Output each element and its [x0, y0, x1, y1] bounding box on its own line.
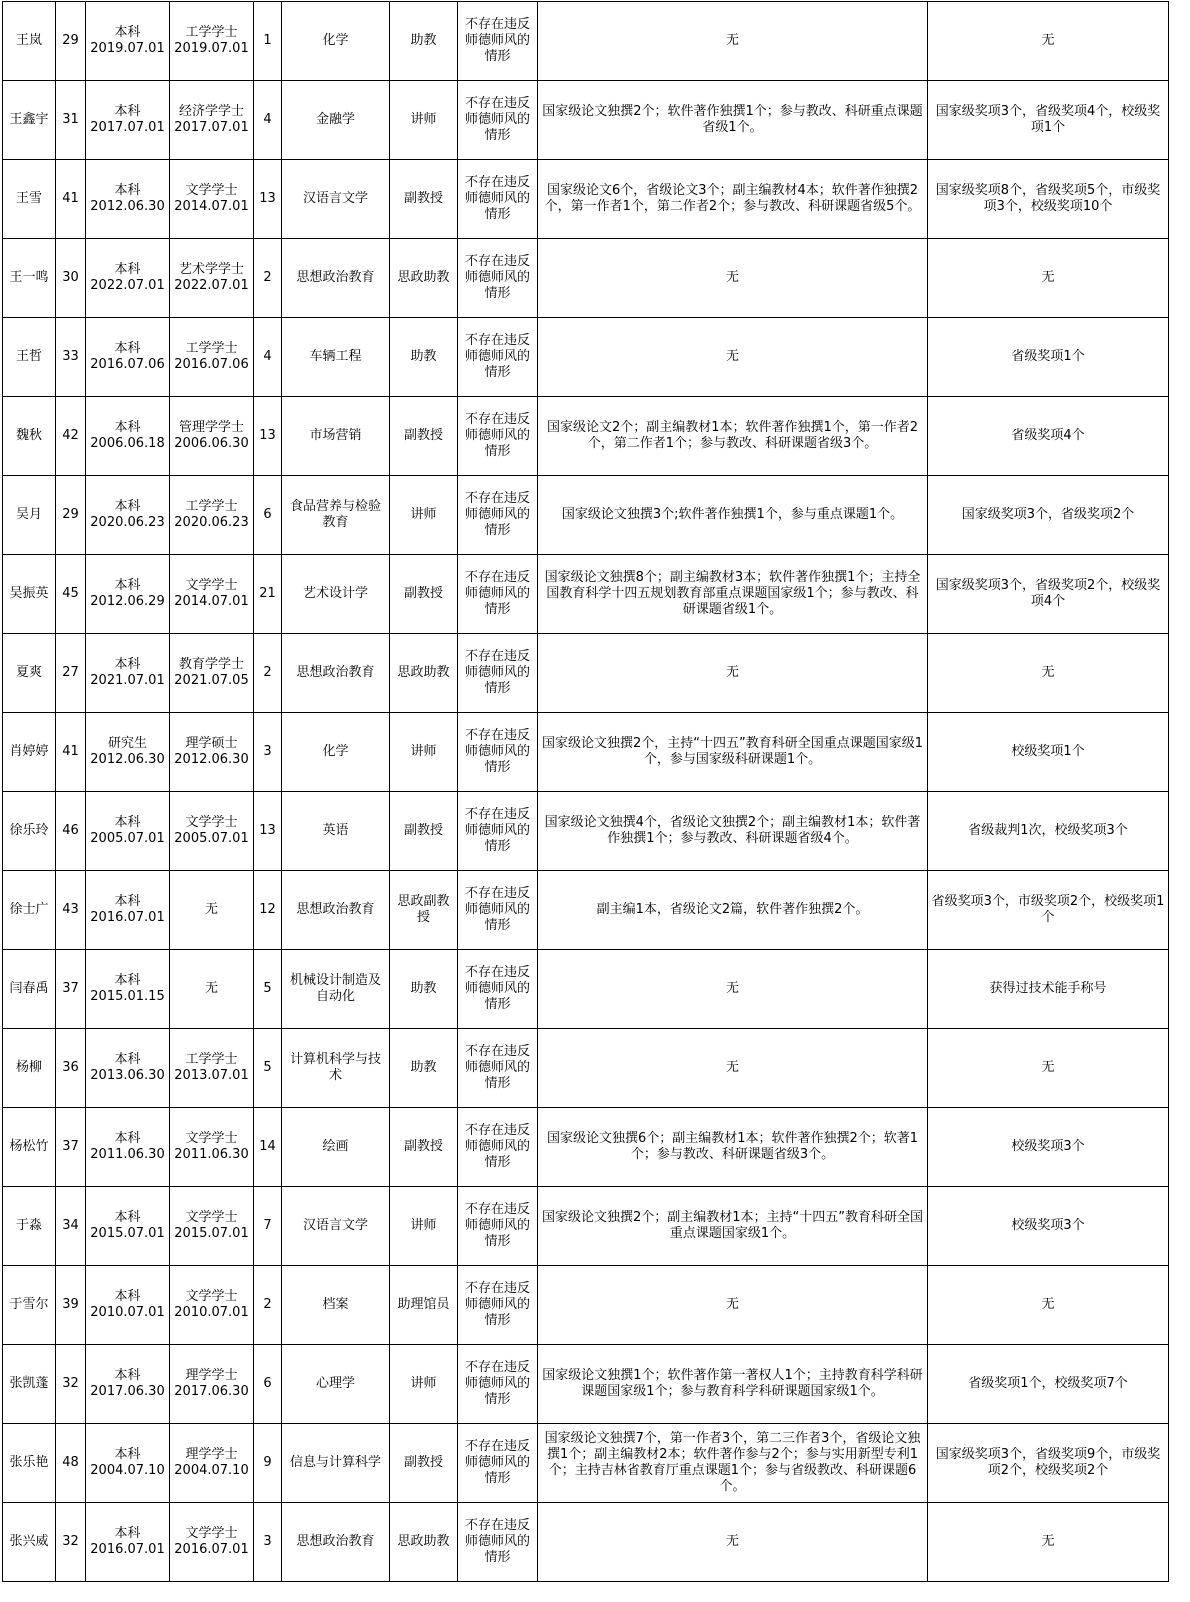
major-cell: 市场营销: [282, 397, 390, 476]
ethics-status-cell: 不存在违反师德师风的情形: [458, 397, 538, 476]
awards-cell: 国家级奖项3个，省级奖项4个，校级奖项1个: [928, 81, 1169, 160]
degree-cell: [170, 2, 254, 81]
graduation-date: 2021.07.01: [90, 673, 165, 688]
teacher-name-cell: 王一鸣: [3, 239, 56, 318]
teaching-years-cell: 12: [254, 871, 282, 950]
job-title-cell: 副教授: [390, 555, 458, 634]
degree-date: 2012.06.30: [174, 752, 249, 767]
ethics-status-cell: 不存在违反师德师风的情形: [458, 1266, 538, 1345]
degree-name: 工学学士: [185, 25, 238, 40]
awards-cell: 省级奖项4个: [928, 397, 1169, 476]
teaching-years-cell: 13: [254, 160, 282, 239]
degree-date: 2014.07.01: [174, 594, 249, 609]
faculty-table: [2, 1, 1169, 1582]
major-cell: 车辆工程: [282, 318, 390, 397]
teaching-years-cell: 13: [254, 397, 282, 476]
major-cell: 档案: [282, 1266, 390, 1345]
job-title-cell: 思政助教: [390, 239, 458, 318]
major-cell: 化学: [282, 2, 390, 81]
awards-cell: 省级奖项1个: [928, 318, 1169, 397]
table-row: [3, 1424, 1169, 1503]
job-title-cell: 思政助教: [390, 1503, 458, 1582]
degree-cell: [170, 713, 254, 792]
ethics-status-cell: 不存在违反师德师风的情形: [458, 555, 538, 634]
education-cell: [86, 160, 170, 239]
job-title-cell: 讲师: [390, 1345, 458, 1424]
education-cell: [86, 1266, 170, 1345]
teacher-name-cell: 张乐艳: [3, 1424, 56, 1503]
table-row: [3, 2, 1169, 81]
degree-cell: [170, 634, 254, 713]
age-cell: 41: [56, 160, 86, 239]
degree-name: 无: [204, 902, 218, 917]
awards-cell: 校级奖项3个: [928, 1108, 1169, 1187]
degree-cell: [170, 555, 254, 634]
awards-cell: 无: [928, 634, 1169, 713]
major-cell: 计算机科学与技术: [282, 1029, 390, 1108]
table-row: [3, 1108, 1169, 1187]
graduation-date: 2016.07.06: [90, 357, 165, 372]
education-level: 本科: [114, 262, 141, 277]
teacher-name-cell: 闫春禹: [3, 950, 56, 1029]
teacher-name-cell: 夏爽: [3, 634, 56, 713]
job-title-cell: 讲师: [390, 713, 458, 792]
age-cell: 29: [56, 476, 86, 555]
job-title-cell: 副教授: [390, 1108, 458, 1187]
ethics-status-cell: 不存在违反师德师风的情形: [458, 1503, 538, 1582]
education-cell: [86, 634, 170, 713]
job-title-cell: 助教: [390, 1029, 458, 1108]
graduation-date: 2016.07.01: [90, 1542, 165, 1557]
teacher-name-cell: 张兴威: [3, 1503, 56, 1582]
job-title-cell: 副教授: [390, 1424, 458, 1503]
ethics-status-cell: 不存在违反师德师风的情形: [458, 2, 538, 81]
education-cell: [86, 950, 170, 1029]
graduation-date: 2013.06.30: [90, 1068, 165, 1083]
awards-cell: 无: [928, 239, 1169, 318]
table-row: [3, 81, 1169, 160]
degree-cell: [170, 1424, 254, 1503]
degree-cell: [170, 792, 254, 871]
age-cell: 36: [56, 1029, 86, 1108]
teaching-years-cell: 6: [254, 476, 282, 555]
teaching-years-cell: 14: [254, 1108, 282, 1187]
ethics-status-cell: 不存在违反师德师风的情形: [458, 160, 538, 239]
table-row: [3, 160, 1169, 239]
teacher-name-cell: 吴月: [3, 476, 56, 555]
age-cell: 32: [56, 1503, 86, 1582]
major-cell: 信息与计算科学: [282, 1424, 390, 1503]
table-row: [3, 713, 1169, 792]
degree-cell: [170, 1266, 254, 1345]
major-cell: 化学: [282, 713, 390, 792]
teaching-years-cell: 2: [254, 634, 282, 713]
degree-name: 管理学学士: [178, 420, 244, 435]
table-row: [3, 950, 1169, 1029]
degree-cell: [170, 1503, 254, 1582]
teaching-years-cell: 5: [254, 950, 282, 1029]
teacher-name-cell: 王鑫宇: [3, 81, 56, 160]
age-cell: 41: [56, 713, 86, 792]
teaching-years-cell: 2: [254, 239, 282, 318]
degree-date: 2016.07.06: [174, 357, 249, 372]
ethics-status-cell: 不存在违反师德师风的情形: [458, 713, 538, 792]
teacher-name-cell: 王岚: [3, 2, 56, 81]
major-cell: 思想政治教育: [282, 239, 390, 318]
degree-date: 2010.07.01: [174, 1305, 249, 1320]
table-row: [3, 1029, 1169, 1108]
major-cell: 心理学: [282, 1345, 390, 1424]
education-level: 本科: [114, 104, 141, 119]
research-achievements-cell: 国家级论文独撰7个，第一作者3个，第二三作者3个，省级论文独撰1个；副主编教材2本；软件著作参与2个；参与实用新型专利1个；主持吉林省教育厅重点课题1个；参与省级教改、科研课题6个。: [538, 1424, 928, 1503]
degree-date: 2020.06.23: [174, 515, 249, 530]
age-cell: 27: [56, 634, 86, 713]
degree-name: 文学学士: [185, 1210, 238, 1225]
education-cell: [86, 1029, 170, 1108]
graduation-date: 2004.07.10: [90, 1463, 165, 1478]
table-row: [3, 871, 1169, 950]
degree-date: 2014.07.01: [174, 199, 249, 214]
ethics-status-cell: 不存在违反师德师风的情形: [458, 1108, 538, 1187]
ethics-status-cell: 不存在违反师德师风的情形: [458, 318, 538, 397]
age-cell: 30: [56, 239, 86, 318]
job-title-cell: 副教授: [390, 160, 458, 239]
awards-cell: 国家级奖项3个，省级奖项2个: [928, 476, 1169, 555]
education-level: 本科: [114, 1368, 141, 1383]
teacher-name-cell: 于雪尔: [3, 1266, 56, 1345]
job-title-cell: 副教授: [390, 792, 458, 871]
degree-cell: [170, 1029, 254, 1108]
degree-cell: [170, 476, 254, 555]
education-cell: [86, 1345, 170, 1424]
degree-name: 文学学士: [185, 1289, 238, 1304]
table-row: [3, 555, 1169, 634]
education-level: 本科: [114, 183, 141, 198]
education-cell: [86, 713, 170, 792]
education-level: 研究生: [107, 736, 147, 751]
teacher-name-cell: 于淼: [3, 1187, 56, 1266]
research-achievements-cell: 无: [538, 318, 928, 397]
degree-cell: [170, 950, 254, 1029]
major-cell: 金融学: [282, 81, 390, 160]
education-cell: [86, 1424, 170, 1503]
teaching-years-cell: 1: [254, 2, 282, 81]
teacher-name-cell: 肖婷婷: [3, 713, 56, 792]
education-level: 本科: [114, 1447, 141, 1462]
degree-name: 文学学士: [185, 183, 238, 198]
degree-name: 教育学学士: [178, 657, 244, 672]
teacher-name-cell: 徐士广: [3, 871, 56, 950]
ethics-status-cell: 不存在违反师德师风的情形: [458, 792, 538, 871]
awards-cell: 国家级奖项8个，省级奖项5个，市级奖项3个，校级奖项10个: [928, 160, 1169, 239]
ethics-status-cell: 不存在违反师德师风的情形: [458, 476, 538, 555]
teaching-years-cell: 21: [254, 555, 282, 634]
education-level: 本科: [114, 973, 141, 988]
graduation-date: 2012.06.29: [90, 594, 165, 609]
graduation-date: 2015.07.01: [90, 1226, 165, 1241]
table-row: [3, 1266, 1169, 1345]
degree-name: 工学学士: [185, 499, 238, 514]
degree-cell: [170, 318, 254, 397]
graduation-date: 2017.06.30: [90, 1384, 165, 1399]
job-title-cell: 助教: [390, 318, 458, 397]
ethics-status-cell: 不存在违反师德师风的情形: [458, 81, 538, 160]
age-cell: 33: [56, 318, 86, 397]
age-cell: 31: [56, 81, 86, 160]
job-title-cell: 助教: [390, 950, 458, 1029]
job-title-cell: 讲师: [390, 1187, 458, 1266]
research-achievements-cell: 国家级论文2个；副主编教材1本；软件著作独撰1个，第一作者2个，第二作者1个；参与教改、科研课题省级3个。: [538, 397, 928, 476]
education-cell: [86, 239, 170, 318]
degree-cell: [170, 1345, 254, 1424]
research-achievements-cell: 国家级论文独撰8个；副主编教材3本；软件著作独撰1个；主持全国教育科学十四五规划教育部重点课题国家级1个；参与教改、科研课题省级1个。: [538, 555, 928, 634]
teaching-years-cell: 5: [254, 1029, 282, 1108]
research-achievements-cell: 无: [538, 634, 928, 713]
degree-name: 文学学士: [185, 1131, 238, 1146]
age-cell: 43: [56, 871, 86, 950]
research-achievements-cell: 国家级论文独撰2个，主持“十四五”教育科研全国重点课题国家级1个，参与国家级科研课题1个。: [538, 713, 928, 792]
major-cell: 艺术设计学: [282, 555, 390, 634]
major-cell: 食品营养与检验教育: [282, 476, 390, 555]
education-cell: [86, 476, 170, 555]
research-achievements-cell: 国家级论文独撰1个；软件著作第一著权人1个；主持教育科学科研课题国家级1个；参与教育科学科研课题国家级1个。: [538, 1345, 928, 1424]
ethics-status-cell: 不存在违反师德师风的情形: [458, 634, 538, 713]
teaching-years-cell: 4: [254, 81, 282, 160]
teaching-years-cell: 9: [254, 1424, 282, 1503]
research-achievements-cell: 国家级论文独撰2个；副主编教材1本；主持“十四五”教育科研全国重点课题国家级1个。: [538, 1187, 928, 1266]
table-row: [3, 397, 1169, 476]
graduation-date: 2010.07.01: [90, 1305, 165, 1320]
degree-date: 2004.07.10: [174, 1463, 249, 1478]
education-level: 本科: [114, 1052, 141, 1067]
teacher-name-cell: 张凯蓬: [3, 1345, 56, 1424]
awards-cell: 获得过技术能手称号: [928, 950, 1169, 1029]
degree-date: 2006.06.30: [174, 436, 249, 451]
research-achievements-cell: 无: [538, 2, 928, 81]
age-cell: 48: [56, 1424, 86, 1503]
degree-cell: [170, 397, 254, 476]
job-title-cell: 副教授: [390, 397, 458, 476]
degree-date: 2005.07.01: [174, 831, 249, 846]
graduation-date: 2020.06.23: [90, 515, 165, 530]
education-level: 本科: [114, 1210, 141, 1225]
awards-cell: 校级奖项3个: [928, 1187, 1169, 1266]
degree-cell: [170, 81, 254, 160]
ethics-status-cell: 不存在违反师德师风的情形: [458, 1029, 538, 1108]
awards-cell: 无: [928, 2, 1169, 81]
degree-name: 理学学士: [185, 1447, 238, 1462]
graduation-date: 2015.01.15: [90, 989, 165, 1004]
education-level: 本科: [114, 815, 141, 830]
research-achievements-cell: 无: [538, 950, 928, 1029]
ethics-status-cell: 不存在违反师德师风的情形: [458, 1187, 538, 1266]
table-row: [3, 792, 1169, 871]
major-cell: 英语: [282, 792, 390, 871]
awards-cell: 国家级奖项3个，省级奖项9个，市级奖项2个，校级奖项2个: [928, 1424, 1169, 1503]
job-title-cell: 讲师: [390, 476, 458, 555]
degree-name: 文学学士: [185, 578, 238, 593]
awards-cell: 省级奖项3个，市级奖项2个，校级奖项1个: [928, 871, 1169, 950]
table-row: [3, 1187, 1169, 1266]
degree-cell: [170, 239, 254, 318]
degree-date: 2022.07.01: [174, 278, 249, 293]
research-achievements-cell: 无: [538, 1266, 928, 1345]
teacher-name-cell: 杨松竹: [3, 1108, 56, 1187]
graduation-date: 2006.06.18: [90, 436, 165, 451]
education-level: 本科: [114, 1289, 141, 1304]
education-level: 本科: [114, 25, 141, 40]
ethics-status-cell: 不存在违反师德师风的情形: [458, 1424, 538, 1503]
teaching-years-cell: 13: [254, 792, 282, 871]
teacher-name-cell: 杨柳: [3, 1029, 56, 1108]
research-achievements-cell: 无: [538, 1503, 928, 1582]
education-cell: [86, 2, 170, 81]
degree-name: 理学学士: [185, 1368, 238, 1383]
education-cell: [86, 555, 170, 634]
degree-cell: [170, 871, 254, 950]
job-title-cell: 讲师: [390, 81, 458, 160]
awards-cell: 无: [928, 1029, 1169, 1108]
education-cell: [86, 792, 170, 871]
research-achievements-cell: 国家级论文独撰2个；软件著作独撰1个；参与教改、科研重点课题省级1个。: [538, 81, 928, 160]
graduation-date: 2019.07.01: [90, 41, 165, 56]
graduation-date: 2017.07.01: [90, 120, 165, 135]
awards-cell: 国家级奖项3个，省级奖项2个，校级奖项4个: [928, 555, 1169, 634]
graduation-date: 2012.06.30: [90, 752, 165, 767]
education-cell: [86, 1187, 170, 1266]
graduation-date: 2016.07.01: [90, 910, 165, 925]
table-row: [3, 239, 1169, 318]
awards-cell: 省级裁判1次，校级奖项3个: [928, 792, 1169, 871]
teacher-name-cell: 魏秋: [3, 397, 56, 476]
ethics-status-cell: 不存在违反师德师风的情形: [458, 1345, 538, 1424]
degree-date: 2016.07.01: [174, 1542, 249, 1557]
research-achievements-cell: 无: [538, 239, 928, 318]
graduation-date: 2022.07.01: [90, 278, 165, 293]
degree-name: 文学学士: [185, 815, 238, 830]
job-title-cell: 思政副教授: [390, 871, 458, 950]
awards-cell: 无: [928, 1503, 1169, 1582]
major-cell: 思想政治教育: [282, 871, 390, 950]
graduation-date: 2012.06.30: [90, 199, 165, 214]
degree-name: 工学学士: [185, 1052, 238, 1067]
teaching-years-cell: 7: [254, 1187, 282, 1266]
degree-cell: [170, 160, 254, 239]
teaching-years-cell: 3: [254, 713, 282, 792]
degree-name: 工学学士: [185, 341, 238, 356]
degree-name: 经济学学士: [178, 104, 244, 119]
teacher-name-cell: 徐乐玲: [3, 792, 56, 871]
education-cell: [86, 1108, 170, 1187]
education-cell: [86, 1503, 170, 1582]
teaching-years-cell: 3: [254, 1503, 282, 1582]
degree-date: 2019.07.01: [174, 41, 249, 56]
major-cell: 绘画: [282, 1108, 390, 1187]
teaching-years-cell: 4: [254, 318, 282, 397]
major-cell: 思想政治教育: [282, 634, 390, 713]
table-row: [3, 1345, 1169, 1424]
awards-cell: 校级奖项1个: [928, 713, 1169, 792]
awards-cell: 省级奖项1个，校级奖项7个: [928, 1345, 1169, 1424]
research-achievements-cell: 副主编1本，省级论文2篇，软件著作独撰2个。: [538, 871, 928, 950]
degree-cell: [170, 1187, 254, 1266]
education-level: 本科: [114, 420, 141, 435]
age-cell: 45: [56, 555, 86, 634]
table-row: [3, 1503, 1169, 1582]
job-title-cell: 助教: [390, 2, 458, 81]
job-title-cell: 思政助教: [390, 634, 458, 713]
education-level: 本科: [114, 499, 141, 514]
age-cell: 46: [56, 792, 86, 871]
degree-date: 2011.06.30: [174, 1147, 249, 1162]
research-achievements-cell: 国家级论文独撰3个;软件著作独撰1个，参与重点课题1个。: [538, 476, 928, 555]
degree-cell: [170, 1108, 254, 1187]
major-cell: 汉语言文学: [282, 1187, 390, 1266]
education-level: 本科: [114, 578, 141, 593]
teacher-name-cell: 王哲: [3, 318, 56, 397]
teaching-years-cell: 2: [254, 1266, 282, 1345]
degree-name: 理学硕士: [185, 736, 238, 751]
awards-cell: 无: [928, 1266, 1169, 1345]
age-cell: 29: [56, 2, 86, 81]
education-cell: [86, 397, 170, 476]
education-level: 本科: [114, 894, 141, 909]
teaching-years-cell: 6: [254, 1345, 282, 1424]
education-cell: [86, 81, 170, 160]
education-level: 本科: [114, 1526, 141, 1541]
education-level: 本科: [114, 341, 141, 356]
degree-date: 2017.06.30: [174, 1384, 249, 1399]
major-cell: 思想政治教育: [282, 1503, 390, 1582]
ethics-status-cell: 不存在违反师德师风的情形: [458, 950, 538, 1029]
graduation-date: 2005.07.01: [90, 831, 165, 846]
degree-date: 2021.07.05: [174, 673, 249, 688]
education-level: 本科: [114, 657, 141, 672]
education-cell: [86, 871, 170, 950]
research-achievements-cell: 国家级论文6个，省级论文3个；副主编教材4本；软件著作独撰2个，第一作者1个，第二作者2个；参与教改、科研课题省级5个。: [538, 160, 928, 239]
research-achievements-cell: 国家级论文独撰4个，省级论文独撰2个；副主编教材1本；软件著作独撰1个；参与教改、科研课题省级4个。: [538, 792, 928, 871]
research-achievements-cell: 无: [538, 1029, 928, 1108]
education-cell: [86, 318, 170, 397]
major-cell: 汉语言文学: [282, 160, 390, 239]
degree-date: 2015.07.01: [174, 1226, 249, 1241]
table-row: [3, 634, 1169, 713]
age-cell: 39: [56, 1266, 86, 1345]
education-level: 本科: [114, 1131, 141, 1146]
degree-name: 艺术学学士: [178, 262, 244, 277]
age-cell: 37: [56, 950, 86, 1029]
table-row: [3, 318, 1169, 397]
research-achievements-cell: 国家级论文独撰6个；副主编教材1本；软件著作独撰2个；软著1个；参与教改、科研课题省级3个。: [538, 1108, 928, 1187]
age-cell: 37: [56, 1108, 86, 1187]
age-cell: 34: [56, 1187, 86, 1266]
ethics-status-cell: 不存在违反师德师风的情形: [458, 239, 538, 318]
degree-date: 2013.07.01: [174, 1068, 249, 1083]
teacher-name-cell: 吴振英: [3, 555, 56, 634]
age-cell: 42: [56, 397, 86, 476]
ethics-status-cell: 不存在违反师德师风的情形: [458, 871, 538, 950]
age-cell: 32: [56, 1345, 86, 1424]
teacher-name-cell: 王雪: [3, 160, 56, 239]
degree-date: 2017.07.01: [174, 120, 249, 135]
degree-name: 无: [204, 981, 218, 996]
graduation-date: 2011.06.30: [90, 1147, 165, 1162]
major-cell: 机械设计制造及自动化: [282, 950, 390, 1029]
degree-name: 文学学士: [185, 1526, 238, 1541]
job-title-cell: 助理馆员: [390, 1266, 458, 1345]
table-row: [3, 476, 1169, 555]
